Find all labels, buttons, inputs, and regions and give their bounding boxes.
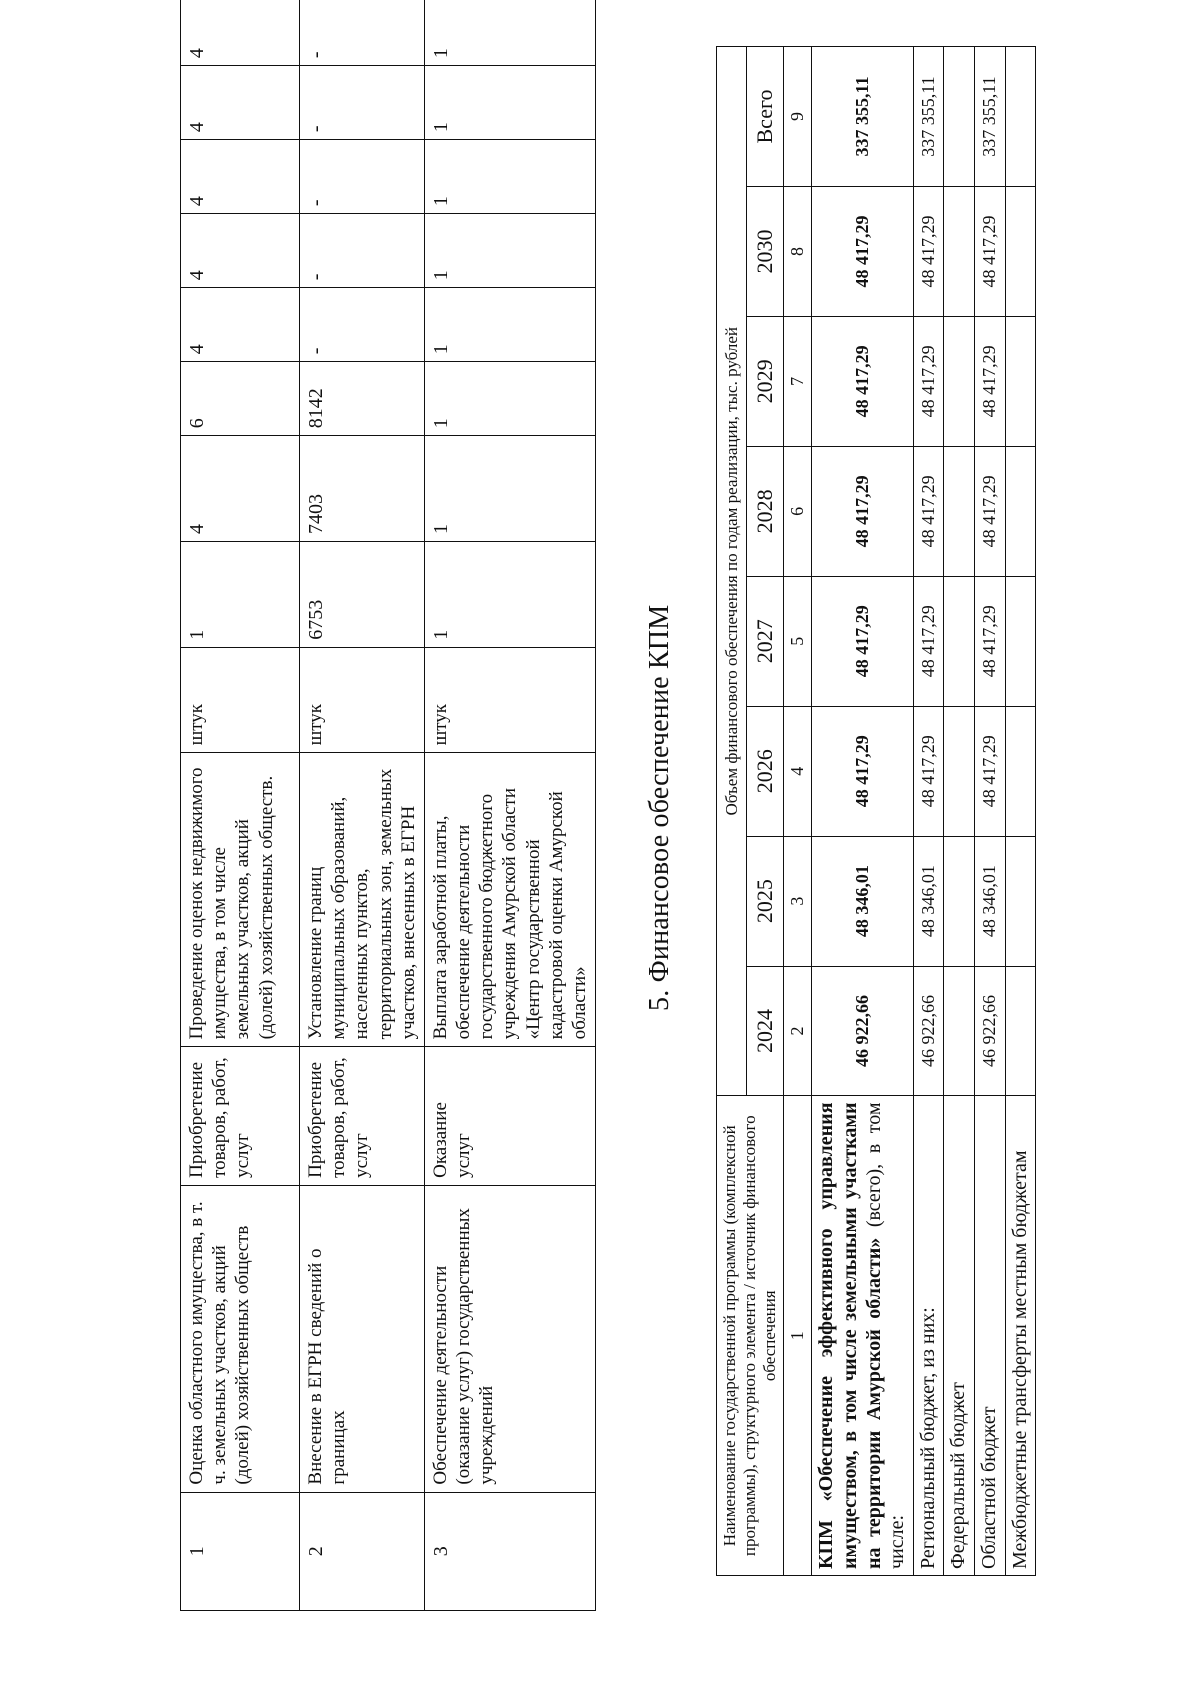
- finance-header-row: [717, 47, 747, 1576]
- year-header: 2028: [747, 446, 784, 576]
- activity-name: Обеспечение деятельности (оказание услуг) государственных учреждений: [424, 1185, 595, 1492]
- activity-number: 1: [181, 1492, 300, 1610]
- activity-value: 1: [424, 288, 595, 362]
- activities-table: [180, 0, 596, 1611]
- finance-row-name: [812, 1096, 913, 1576]
- year-header: 2026: [747, 706, 784, 836]
- finance-value: [1005, 836, 1036, 966]
- kpm-name-suffix: (всего), в том числе:: [862, 1102, 909, 1569]
- finance-value: 48 417,29: [812, 187, 913, 317]
- finance-value: 337 355,11: [974, 47, 1005, 187]
- activity-value: 4: [181, 288, 300, 362]
- activity-value: 1: [424, 0, 595, 66]
- activity-row: [181, 0, 300, 1611]
- activity-value: -: [300, 214, 425, 288]
- finance-value: [1005, 47, 1036, 187]
- activity-value: -: [300, 0, 425, 66]
- year-header: 2025: [747, 836, 784, 966]
- column-number: 7: [784, 316, 812, 446]
- activity-description: Проведение оценок недвижимого имущества, в том числе земельных участков, акций (долей) хозяйственных обществ.: [181, 753, 300, 1047]
- finance-value: [944, 966, 975, 1096]
- activity-value: -: [300, 288, 425, 362]
- finance-value: 48 346,01: [812, 836, 913, 966]
- year-header: Всего: [747, 47, 784, 187]
- finance-value: 48 346,01: [913, 836, 944, 966]
- activity-value: 4: [181, 66, 300, 140]
- activity-description: Выплата заработной платы, обеспечение деятельности государственного бюджетного учреждения Амурской области «Центр государственной кадастровой оценки Амурской области»: [424, 753, 595, 1047]
- finance-value: 48 417,29: [913, 576, 944, 706]
- finance-row-name: Областной бюджет: [974, 1096, 1005, 1576]
- activity-value: 1: [424, 214, 595, 288]
- activity-value: 1: [424, 140, 595, 214]
- activity-value: 7403: [300, 436, 425, 542]
- column-number-row: [784, 47, 812, 1576]
- finance-row: [974, 47, 1005, 1576]
- finance-row-name: Федеральный бюджет: [944, 1096, 975, 1576]
- finance-value: 337 355,11: [812, 47, 913, 187]
- activity-value: 4: [181, 140, 300, 214]
- finance-value: 48 417,29: [812, 576, 913, 706]
- finance-row: [913, 47, 944, 1576]
- finance-value: 46 922,66: [974, 966, 1005, 1096]
- finance-value: [1005, 706, 1036, 836]
- activity-type: Оказание услуг: [424, 1047, 595, 1186]
- activity-value: 1: [424, 362, 595, 436]
- activity-name: Оценка областного имущества, в т. ч. земельных участков, акций (долей) хозяйственных обществ: [181, 1185, 300, 1492]
- activity-number: 3: [424, 1492, 595, 1610]
- finance-value: [1005, 966, 1036, 1096]
- activity-value: -: [300, 140, 425, 214]
- activity-value: 1: [424, 66, 595, 140]
- header-volume-cell: Объем финансового обеспечения по годам реализации, тыс. рублей: [717, 47, 747, 1096]
- finance-row: [1005, 47, 1036, 1576]
- finance-row: [944, 47, 975, 1576]
- column-number: 9: [784, 47, 812, 187]
- finance-value: 48 417,29: [974, 706, 1005, 836]
- finance-table: [716, 46, 1036, 1576]
- finance-value: 337 355,11: [913, 47, 944, 187]
- finance-value: [944, 706, 975, 836]
- activity-number: 2: [300, 1492, 425, 1610]
- activity-unit: штук: [181, 647, 300, 753]
- year-header: 2029: [747, 316, 784, 446]
- finance-value: [944, 187, 975, 317]
- finance-value: 46 922,66: [812, 966, 913, 1096]
- activity-value: 1: [181, 541, 300, 647]
- kpm-name: КПМ «Обеспечение эффективного управления имуществом, в том числе земельными участками на территории Амурской области»: [815, 1102, 885, 1569]
- activity-value: 4: [181, 0, 300, 66]
- activity-unit: штук: [300, 647, 425, 753]
- finance-value: 46 922,66: [913, 966, 944, 1096]
- activity-value: 6: [181, 362, 300, 436]
- finance-value: [944, 576, 975, 706]
- column-number: 2: [784, 966, 812, 1096]
- activity-unit: штук: [424, 647, 595, 753]
- header-name-cell: Наименование государственной программы (комплексной программы), структурного элемента / источник финансового обеспечения: [717, 1096, 784, 1576]
- activity-type: Приобретение товаров, работ, услуг: [300, 1047, 425, 1186]
- finance-value: 48 417,29: [974, 446, 1005, 576]
- finance-value: 48 346,01: [974, 836, 1005, 966]
- finance-value: [944, 47, 975, 187]
- finance-value: 48 417,29: [974, 316, 1005, 446]
- finance-value: 48 417,29: [913, 316, 944, 446]
- finance-value: [944, 836, 975, 966]
- finance-value: 48 417,29: [812, 316, 913, 446]
- finance-value: 48 417,29: [812, 446, 913, 576]
- column-number: 1: [784, 1096, 812, 1576]
- activity-type: Приобретение товаров, работ, услуг: [181, 1047, 300, 1186]
- finance-value: [1005, 576, 1036, 706]
- column-number: 6: [784, 446, 812, 576]
- activity-description: Установление границ муниципальных образований, населенных пунктов, территориальных зон, земельных участков, внесенных в ЕГРН: [300, 753, 425, 1047]
- finance-value: 48 417,29: [913, 706, 944, 836]
- column-number: 3: [784, 836, 812, 966]
- finance-value: 48 417,29: [812, 706, 913, 836]
- activity-value: 8142: [300, 362, 425, 436]
- year-header: 2027: [747, 576, 784, 706]
- finance-value: [1005, 187, 1036, 317]
- finance-value: 48 417,29: [974, 187, 1005, 317]
- section-title: 5. Финансовое обеспечение КПМ: [644, 604, 675, 1011]
- finance-value: 48 417,29: [913, 187, 944, 317]
- activity-value: 4: [181, 436, 300, 542]
- activity-name: Внесение в ЕГРН сведений о границах: [300, 1185, 425, 1492]
- finance-row-name: Региональный бюджет, из них:: [913, 1096, 944, 1576]
- activity-value: 4: [181, 214, 300, 288]
- activity-value: 1: [424, 541, 595, 647]
- activity-value: -: [300, 66, 425, 140]
- finance-value: [944, 316, 975, 446]
- column-number: 8: [784, 187, 812, 317]
- finance-value: [1005, 446, 1036, 576]
- activity-row: [300, 0, 425, 1611]
- activity-value: 6753: [300, 541, 425, 647]
- year-header: 2030: [747, 187, 784, 317]
- finance-value: 48 417,29: [913, 446, 944, 576]
- finance-value: [944, 446, 975, 576]
- activity-value: 1: [424, 436, 595, 542]
- activity-row: [424, 0, 595, 1611]
- finance-value: [1005, 316, 1036, 446]
- finance-row-name: Межбюджетные трансферты местным бюджетам: [1005, 1096, 1036, 1576]
- column-number: 5: [784, 576, 812, 706]
- year-header: 2024: [747, 966, 784, 1096]
- column-number: 4: [784, 706, 812, 836]
- finance-value: 48 417,29: [974, 576, 1005, 706]
- finance-row: [812, 47, 913, 1576]
